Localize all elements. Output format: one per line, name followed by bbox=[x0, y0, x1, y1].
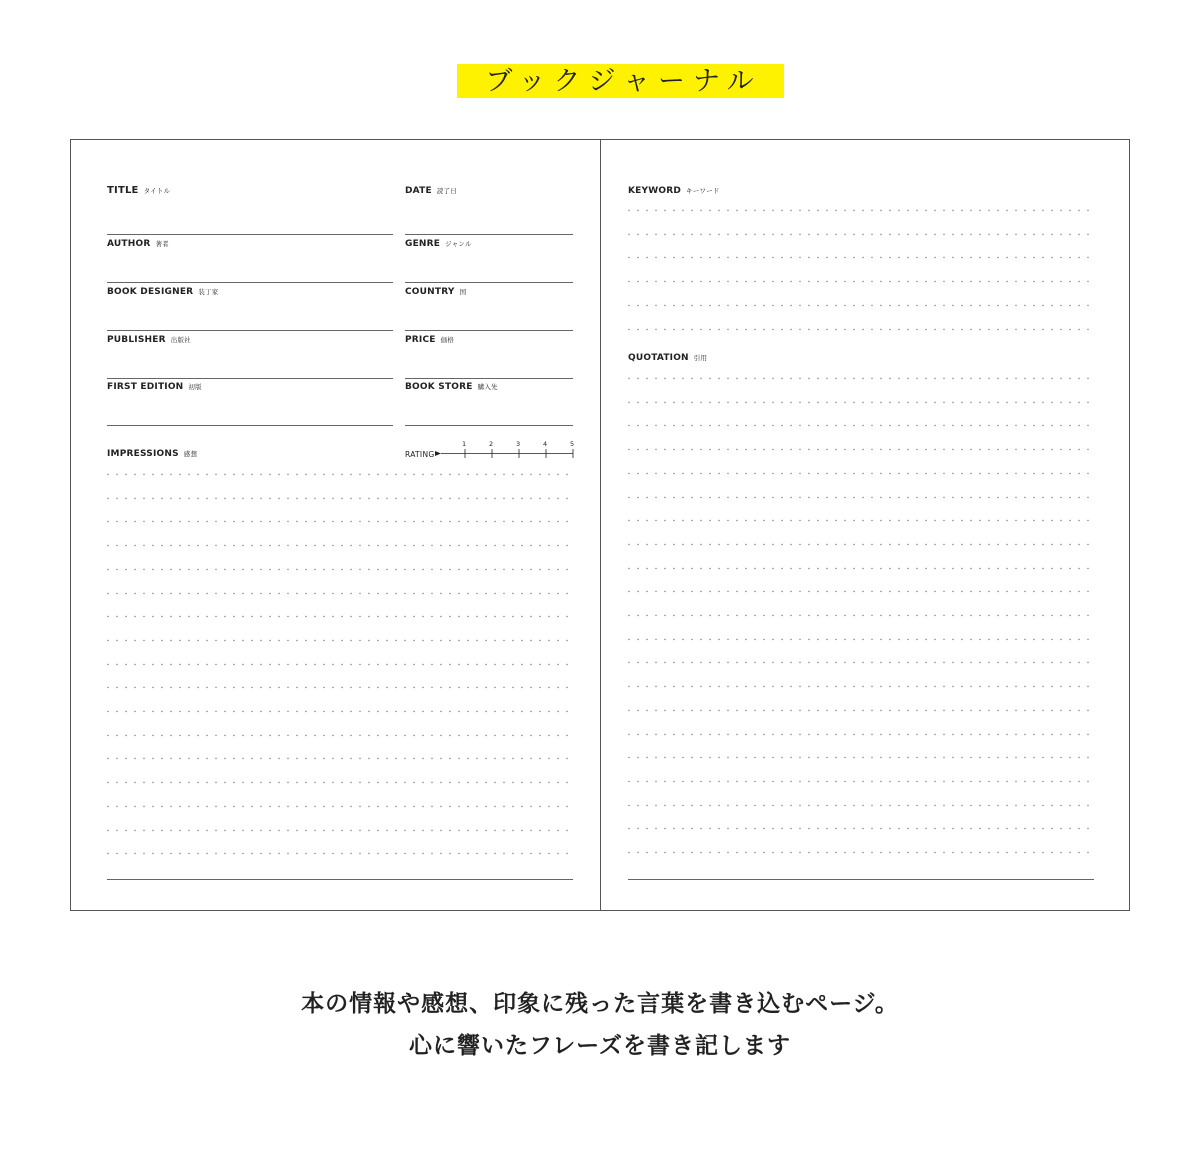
dot-guide-row bbox=[107, 544, 575, 547]
field-keyword-label: KEYWORD bbox=[628, 186, 682, 196]
dot-guide-row bbox=[628, 567, 1096, 570]
dot-guide-row bbox=[628, 851, 1096, 854]
dot-guide-row bbox=[628, 424, 1096, 427]
dot-guide-row bbox=[107, 734, 575, 737]
field-keyword-jp: キーワード bbox=[686, 187, 720, 195]
field-impressions-label: IMPRESSIONS bbox=[107, 449, 179, 459]
dot-guide-row bbox=[628, 280, 1096, 283]
field-quotation-jp: 引用 bbox=[693, 354, 708, 362]
date-line[interactable] bbox=[405, 234, 573, 235]
dot-guide-row bbox=[628, 401, 1096, 404]
dot-guide-row bbox=[628, 377, 1096, 380]
dot-guide-row bbox=[628, 233, 1096, 236]
dot-guide-row bbox=[107, 710, 575, 713]
dot-guide-row bbox=[628, 496, 1096, 499]
caption-line-2: 心に響いたフレーズを書き記します bbox=[409, 1033, 791, 1059]
title-line[interactable] bbox=[107, 234, 393, 235]
rating-option-4[interactable]: 4 bbox=[543, 440, 548, 448]
field-title bbox=[107, 185, 170, 196]
field-publisher-jp: 出版社 bbox=[170, 336, 191, 344]
field-price-label: PRICE bbox=[405, 335, 436, 345]
dot-guide-row bbox=[107, 663, 575, 666]
rating-arrow-icon bbox=[435, 448, 575, 460]
dot-guide-row bbox=[107, 852, 575, 855]
dot-guide-row bbox=[107, 781, 575, 784]
field-book-designer-label: BOOK DESIGNER bbox=[107, 287, 194, 297]
journal-spread bbox=[70, 139, 1130, 911]
field-first-edition-label: FIRST EDITION bbox=[107, 382, 184, 392]
dot-guide-row bbox=[107, 805, 575, 808]
dot-guide-row bbox=[628, 827, 1096, 830]
first-edition-line[interactable] bbox=[107, 425, 393, 426]
dot-guide-row bbox=[628, 543, 1096, 546]
field-genre-jp: ジャンル bbox=[445, 240, 472, 248]
dot-guide-row bbox=[628, 661, 1096, 664]
dot-guide-row bbox=[107, 615, 575, 618]
dot-guide-row bbox=[628, 209, 1096, 212]
dot-guide-row bbox=[628, 638, 1096, 641]
field-country bbox=[405, 287, 466, 297]
dot-guide-row bbox=[628, 685, 1096, 688]
dot-guide-row bbox=[628, 709, 1096, 712]
field-first-edition-jp: 初版 bbox=[188, 383, 202, 391]
rating-option-1[interactable]: 1 bbox=[462, 440, 467, 448]
dot-guide-row bbox=[628, 448, 1096, 451]
dot-guide-row bbox=[107, 686, 575, 689]
dot-guide-row bbox=[628, 733, 1096, 736]
field-keyword bbox=[628, 186, 720, 196]
dot-guide-row bbox=[628, 256, 1096, 259]
rating-option-2[interactable]: 2 bbox=[489, 440, 494, 448]
dot-guide-row bbox=[107, 568, 575, 571]
field-first-edition bbox=[107, 382, 202, 392]
spine-divider bbox=[600, 140, 601, 910]
dot-guide-row bbox=[628, 780, 1096, 783]
country-line[interactable] bbox=[405, 330, 573, 331]
field-date-jp: 読了日 bbox=[436, 187, 457, 195]
field-date-label: DATE bbox=[405, 186, 432, 196]
dot-guide-row bbox=[107, 520, 575, 523]
dot-guide-row bbox=[628, 756, 1096, 759]
field-country-label: COUNTRY bbox=[405, 287, 455, 297]
rating-option-3[interactable]: 3 bbox=[516, 440, 521, 448]
author-line[interactable] bbox=[107, 282, 393, 283]
dot-guide-row bbox=[628, 590, 1096, 593]
dot-guide-row bbox=[628, 472, 1096, 475]
dot-guide-row bbox=[107, 497, 575, 500]
field-impressions bbox=[107, 449, 197, 459]
book-designer-line[interactable] bbox=[107, 330, 393, 331]
dot-guide-row bbox=[107, 829, 575, 832]
field-quotation-label: QUOTATION bbox=[628, 353, 689, 363]
page-heading: ブックジャーナル bbox=[457, 64, 784, 98]
dot-guide-row bbox=[107, 592, 575, 595]
field-title-label: TITLE bbox=[107, 185, 139, 196]
dot-guide-row bbox=[107, 757, 575, 760]
field-genre-label: GENRE bbox=[405, 239, 441, 249]
field-impressions-jp: 感想 bbox=[183, 450, 198, 458]
dot-guide-row bbox=[628, 804, 1096, 807]
field-book-designer-jp: 装丁家 bbox=[198, 288, 219, 296]
field-publisher bbox=[107, 335, 191, 345]
field-price-jp: 価格 bbox=[440, 336, 455, 344]
rating-scale[interactable] bbox=[405, 440, 575, 462]
impressions-bottom-line bbox=[107, 879, 573, 880]
dot-guide-row bbox=[107, 639, 575, 642]
field-genre bbox=[405, 239, 472, 249]
field-quotation bbox=[628, 353, 707, 363]
field-author-label: AUTHOR bbox=[107, 239, 151, 249]
dot-guide-row bbox=[628, 328, 1096, 331]
dot-guide-row bbox=[628, 614, 1096, 617]
rating-option-5[interactable]: 5 bbox=[570, 440, 575, 448]
dot-guide-row bbox=[107, 473, 575, 476]
field-title-jp: タイトル bbox=[143, 187, 171, 195]
publisher-line[interactable] bbox=[107, 378, 393, 379]
genre-line[interactable] bbox=[405, 282, 573, 283]
dot-guide-row bbox=[628, 519, 1096, 522]
field-book-store bbox=[405, 382, 498, 392]
caption-line-1: 本の情報や感想、印象に残った言葉を書き込むページ。 bbox=[301, 991, 899, 1017]
field-book-store-label: BOOK STORE bbox=[405, 382, 473, 392]
field-publisher-label: PUBLISHER bbox=[107, 335, 166, 345]
book-store-line[interactable] bbox=[405, 425, 573, 426]
field-date bbox=[405, 186, 457, 196]
field-price bbox=[405, 335, 454, 345]
quotation-bottom-line bbox=[628, 879, 1094, 880]
field-book-designer bbox=[107, 287, 218, 297]
field-country-jp: 国 bbox=[459, 288, 467, 296]
dot-guide-row bbox=[628, 304, 1096, 307]
field-book-store-jp: 購入先 bbox=[477, 383, 498, 391]
field-author bbox=[107, 239, 169, 249]
field-author-jp: 著者 bbox=[155, 240, 169, 248]
price-line[interactable] bbox=[405, 378, 573, 379]
rating-label: RATING bbox=[405, 450, 435, 459]
